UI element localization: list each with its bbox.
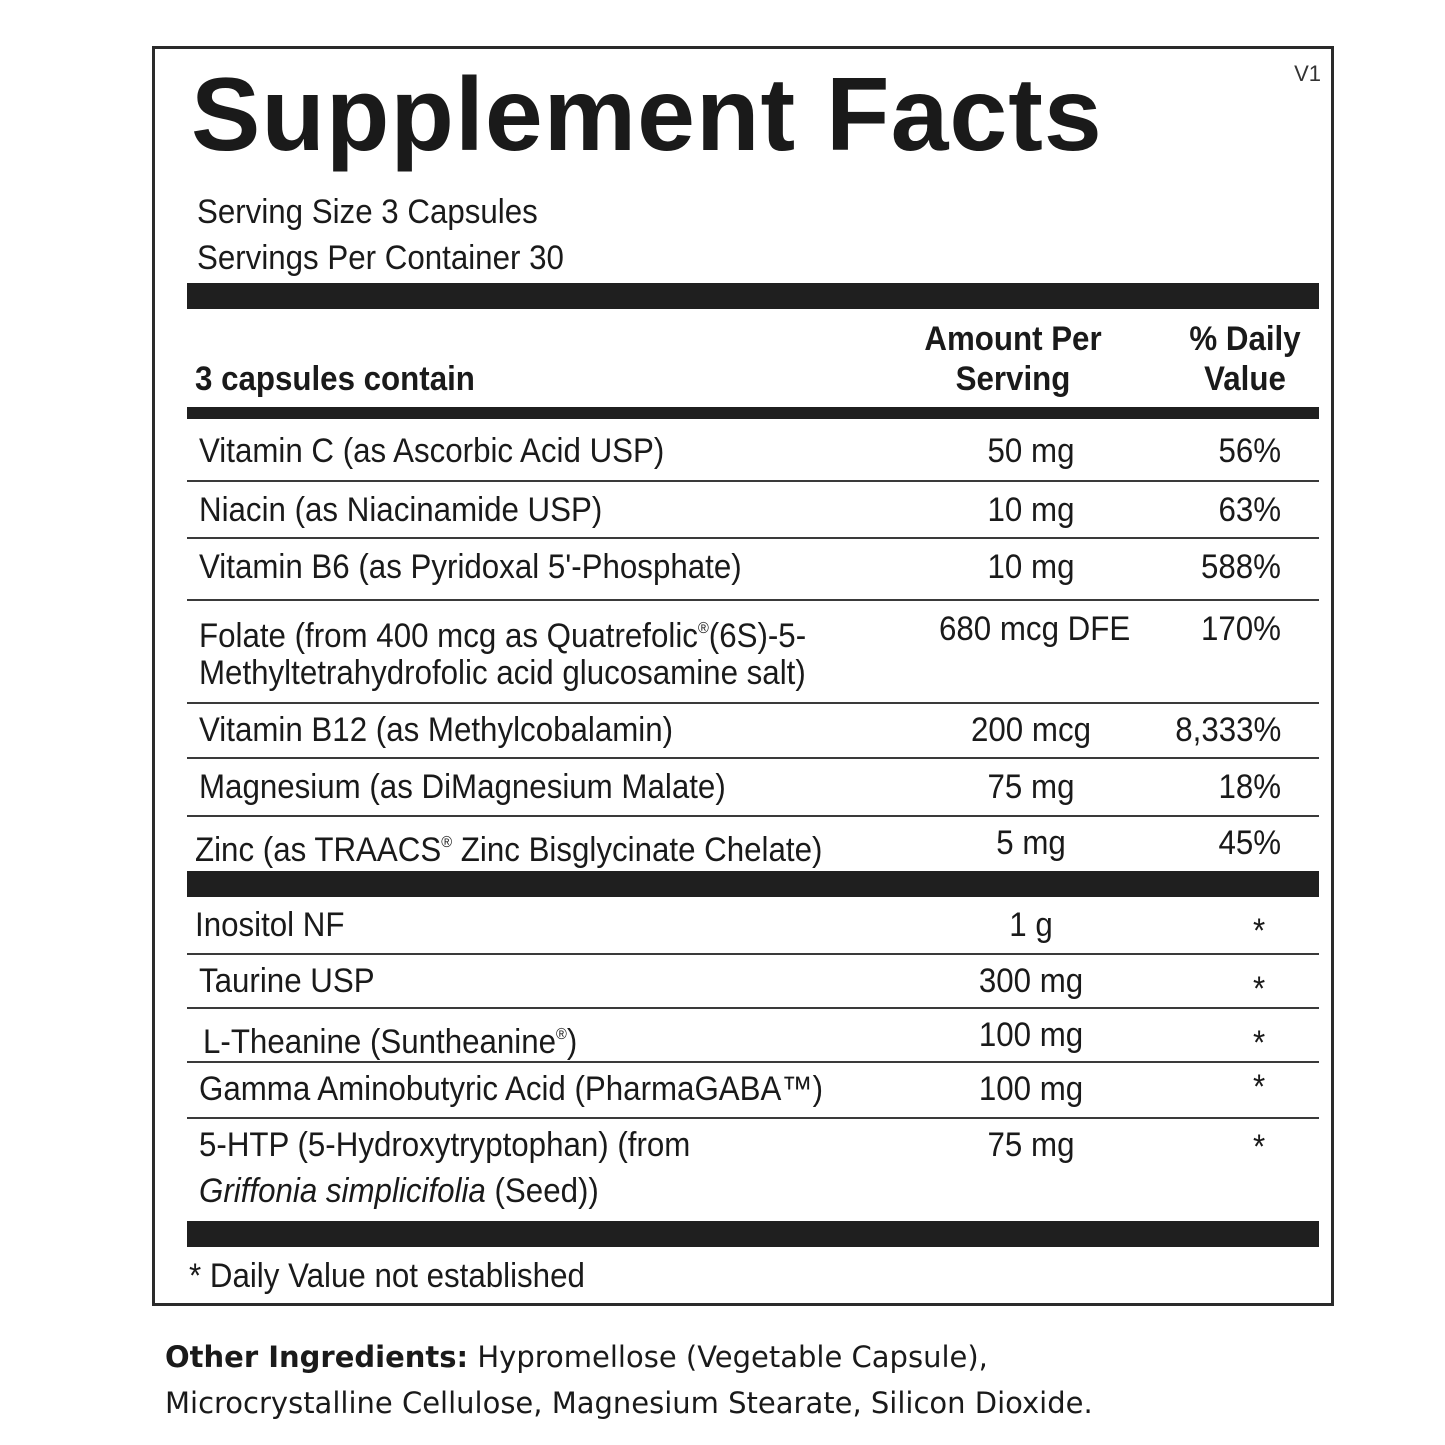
ingredient-amount: 100 mg	[978, 1070, 1084, 1108]
other-ingredients	[165, 1334, 1345, 1426]
ingredient-amount: 300 mg	[978, 962, 1084, 1000]
ingredient-name: 5-HTP (5-Hydroxytryptophan) (from	[199, 1126, 691, 1164]
nutrient-row	[187, 419, 1319, 482]
supplement-facts-panel	[152, 46, 1334, 1306]
nutrient-amount: 10 mg	[987, 548, 1075, 586]
nutrient-name: Vitamin B6 (as Pyridoxal 5'-Phosphate)	[199, 548, 742, 586]
ingredient-row	[187, 1063, 1319, 1119]
nutrient-row	[187, 601, 1319, 704]
nutrient-name: Zinc (as TRAACS® Zinc Bisglycinate Chelate)	[195, 831, 823, 869]
ingredient-name: L-Theanine (Suntheanine®)	[203, 1023, 578, 1061]
thick-divider	[187, 1221, 1319, 1247]
nutrient-dv: 63%	[1218, 491, 1281, 529]
nutrient-name: Vitamin B12 (as Methylcobalamin)	[199, 711, 674, 749]
ingredient-dv: *	[1252, 1024, 1265, 1062]
nutrient-name: Magnesium (as DiMagnesium Malate)	[199, 768, 726, 806]
nutrient-dv: 8,333%	[1174, 711, 1281, 749]
thick-divider	[187, 283, 1319, 309]
nutrient-amount: 10 mg	[987, 491, 1075, 529]
ingredient-name: Taurine USP	[199, 962, 375, 1000]
nutrient-dv: 56%	[1218, 432, 1281, 470]
nutrient-row	[187, 482, 1319, 539]
header-amount: Amount Per Serving	[924, 320, 1102, 398]
nutrient-row	[187, 759, 1319, 817]
ingredient-name: Gamma Aminobutyric Acid (PharmaGABA™)	[199, 1070, 824, 1108]
ingredient-amount: 100 mg	[978, 1016, 1084, 1054]
serving-size: Serving Size 3 Capsules	[197, 193, 538, 231]
other-ingredients-text: Hypromellose (Vegetable Capsule),	[468, 1340, 988, 1374]
nutrient-row	[187, 539, 1319, 601]
nutrient-amount: 75 mg	[987, 768, 1075, 806]
ingredient-row	[187, 955, 1319, 1009]
ingredient-row	[187, 897, 1319, 955]
nutrient-amount: 50 mg	[987, 432, 1075, 470]
ingredient-row	[187, 1009, 1319, 1063]
nutrient-name-line2: Methyltetrahydrofolic acid glucosamine salt)	[199, 654, 806, 692]
nutrient-amount: 5 mg	[996, 824, 1066, 862]
nutrient-row	[187, 704, 1319, 759]
nutrient-row	[187, 817, 1319, 871]
nutrient-dv: 45%	[1218, 824, 1281, 862]
ingredient-name-line2: Griffonia simplicifolia (Seed))	[199, 1172, 599, 1210]
ingredient-dv: *	[1252, 970, 1265, 1008]
footnote: * Daily Value not established	[189, 1257, 585, 1295]
header-contain: 3 capsules contain	[195, 360, 475, 398]
ingredient-row	[187, 1119, 1319, 1223]
ingredient-amount: 75 mg	[987, 1126, 1075, 1164]
ingredient-dv: *	[1252, 1068, 1265, 1106]
other-ingredients-label: Other Ingredients:	[165, 1340, 469, 1374]
nutrient-name: Niacin (as Niacinamide USP)	[199, 491, 603, 529]
ingredient-dv: *	[1252, 912, 1265, 950]
header-daily-value: % Daily Value	[1189, 320, 1301, 398]
other-ingredients-text-line2: Microcrystalline Cellulose, Magnesium Stearate, Silicon Dioxide.	[165, 1386, 1093, 1420]
header-divider	[187, 407, 1319, 419]
nutrient-dv: 170%	[1200, 610, 1281, 648]
ingredient-name: Inositol NF	[195, 906, 345, 944]
version-label: V1	[1294, 61, 1321, 86]
nutrient-name: Folate (from 400 mcg as Quatrefolic®(6S)-5-	[199, 617, 807, 655]
nutrient-name: Vitamin C (as Ascorbic Acid USP)	[199, 432, 665, 470]
servings-per-container: Servings Per Container 30	[197, 239, 564, 277]
ingredient-amount: 1 g	[1009, 906, 1053, 944]
thick-divider	[187, 871, 1319, 897]
ingredient-dv: *	[1252, 1128, 1265, 1166]
nutrient-dv: 588%	[1200, 548, 1281, 586]
nutrient-amount: 680 mcg DFE	[939, 610, 1131, 648]
nutrient-amount: 200 mcg	[971, 711, 1091, 749]
panel-title: Supplement Facts	[191, 57, 1103, 173]
nutrient-dv: 18%	[1218, 768, 1281, 806]
